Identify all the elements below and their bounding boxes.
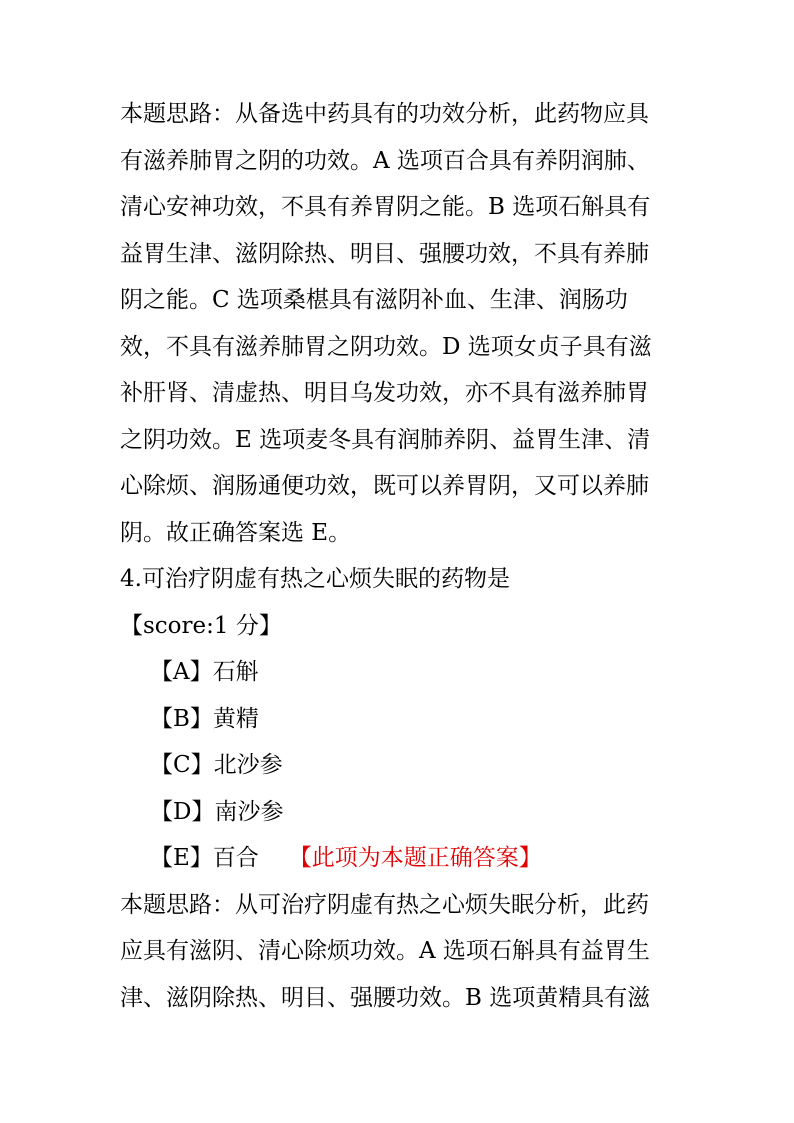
question-text: 4.可治疗阴虚有热之心烦失眠的药物是 xyxy=(120,566,510,592)
explanation-line: 益胃生津、滋阴除热、明目、强腰功效，不具有养肺 xyxy=(120,240,649,267)
question-score: 【score:1 分】 xyxy=(120,612,282,639)
option-e-label: 【E】百合 xyxy=(150,845,259,871)
option-e xyxy=(120,835,680,882)
explanation-line: 应具有滋阴、清心除烦功效。A 选项石斛具有益胃生 xyxy=(120,938,650,964)
explanation-line: 本题思路：从可治疗阴虚有热之心烦失眠分析，此药 xyxy=(120,891,649,918)
explanation-line: 效，不具有滋养肺胃之阴功效。D 选项女贞子具有滋 xyxy=(120,333,652,360)
document-page xyxy=(120,91,680,1021)
explanation-line: 清心安神功效，不具有养胃阴之能。B 选项石斛具有 xyxy=(120,194,651,220)
correct-answer-mark: 【此项为本题正确答案】 xyxy=(288,845,542,871)
explanation-line: 阴。故正确答案选 E。 xyxy=(120,519,352,546)
explanation-line: 有滋养肺胃之阴的功效。A 选项百合具有养阴润肺、 xyxy=(120,147,650,174)
explanation-line: 本题思路：从备选中药具有的功效分析，此药物应具 xyxy=(120,101,649,127)
explanation-line: 阴之能。C 选项桑椹具有滋阴补血、生津、润肠功 xyxy=(120,287,628,313)
explanation-line: 心除烦、润肠通便功效，既可以养胃阴，又可以养肺 xyxy=(120,473,649,499)
explanation-line: 之阴功效。E 选项麦冬具有润肺养阴、益胃生津、清 xyxy=(120,426,651,453)
explanation-line: 津、滋阴除热、明目、强腰功效。B 选项黄精具有滋 xyxy=(120,984,651,1011)
option-a: 【A】石斛 xyxy=(150,659,259,685)
option-c: 【C】北沙参 xyxy=(150,752,283,778)
explanation-line: 补肝肾、清虚热、明目乌发功效，亦不具有滋养肺胃 xyxy=(120,380,649,406)
option-d: 【D】南沙参 xyxy=(150,798,284,825)
option-b: 【B】黄精 xyxy=(150,705,259,732)
